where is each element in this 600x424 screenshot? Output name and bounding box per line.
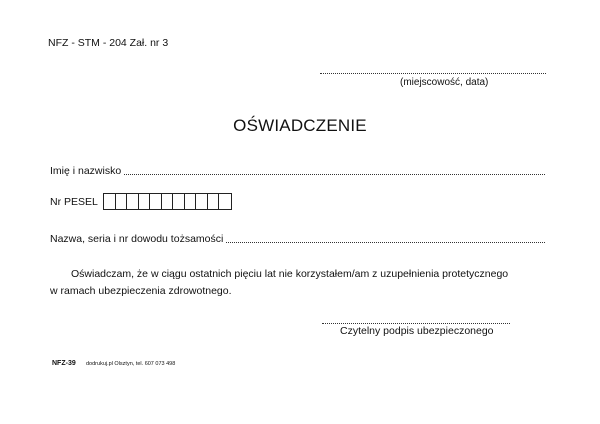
name-dotted-line: [124, 173, 545, 175]
pesel-label: Nr PESEL: [50, 196, 98, 208]
signature-line: [322, 319, 510, 324]
pesel-digit-box: [219, 194, 231, 209]
pesel-digit-box: [185, 194, 197, 209]
statement-line-1: Oświadczam, że w ciągu ostatnich pięciu lat nie korzystałem/am z uzupełnienia protetycznego: [71, 268, 509, 280]
footer-form-code: NFZ-39: [52, 360, 76, 367]
pesel-digit-box: [104, 194, 116, 209]
footer-printer-info: dodrukuj.pl Olsztyn, tel. 607 073 498: [86, 361, 176, 367]
id-document-field: [50, 233, 545, 245]
pesel-digit-box: [150, 194, 162, 209]
pesel-digit-box: [127, 194, 139, 209]
pesel-boxes: [103, 193, 232, 210]
place-date-line: [320, 65, 546, 74]
name-field: [50, 165, 545, 177]
id-document-label: Nazwa, seria i nr dowodu tożsamości: [50, 233, 224, 245]
pesel-digit-box: [173, 194, 185, 209]
name-label: Imię i nazwisko: [50, 165, 122, 177]
place-date-caption: (miejscowość, data): [400, 77, 489, 88]
statement-text: [50, 266, 530, 300]
signature-caption: Czytelny podpis ubezpieczonego: [340, 325, 494, 337]
statement-line-2: w ramach ubezpieczenia zdrowotnego.: [50, 285, 232, 297]
pesel-digit-box: [208, 194, 220, 209]
pesel-digit-box: [162, 194, 174, 209]
pesel-digit-box: [196, 194, 208, 209]
id-document-dotted-line: [226, 241, 545, 243]
document-title: OŚWIADCZENIE: [233, 116, 367, 135]
pesel-digit-box: [116, 194, 128, 209]
form-code: NFZ - STM - 204 Zał. nr 3: [48, 37, 169, 49]
pesel-digit-box: [139, 194, 151, 209]
